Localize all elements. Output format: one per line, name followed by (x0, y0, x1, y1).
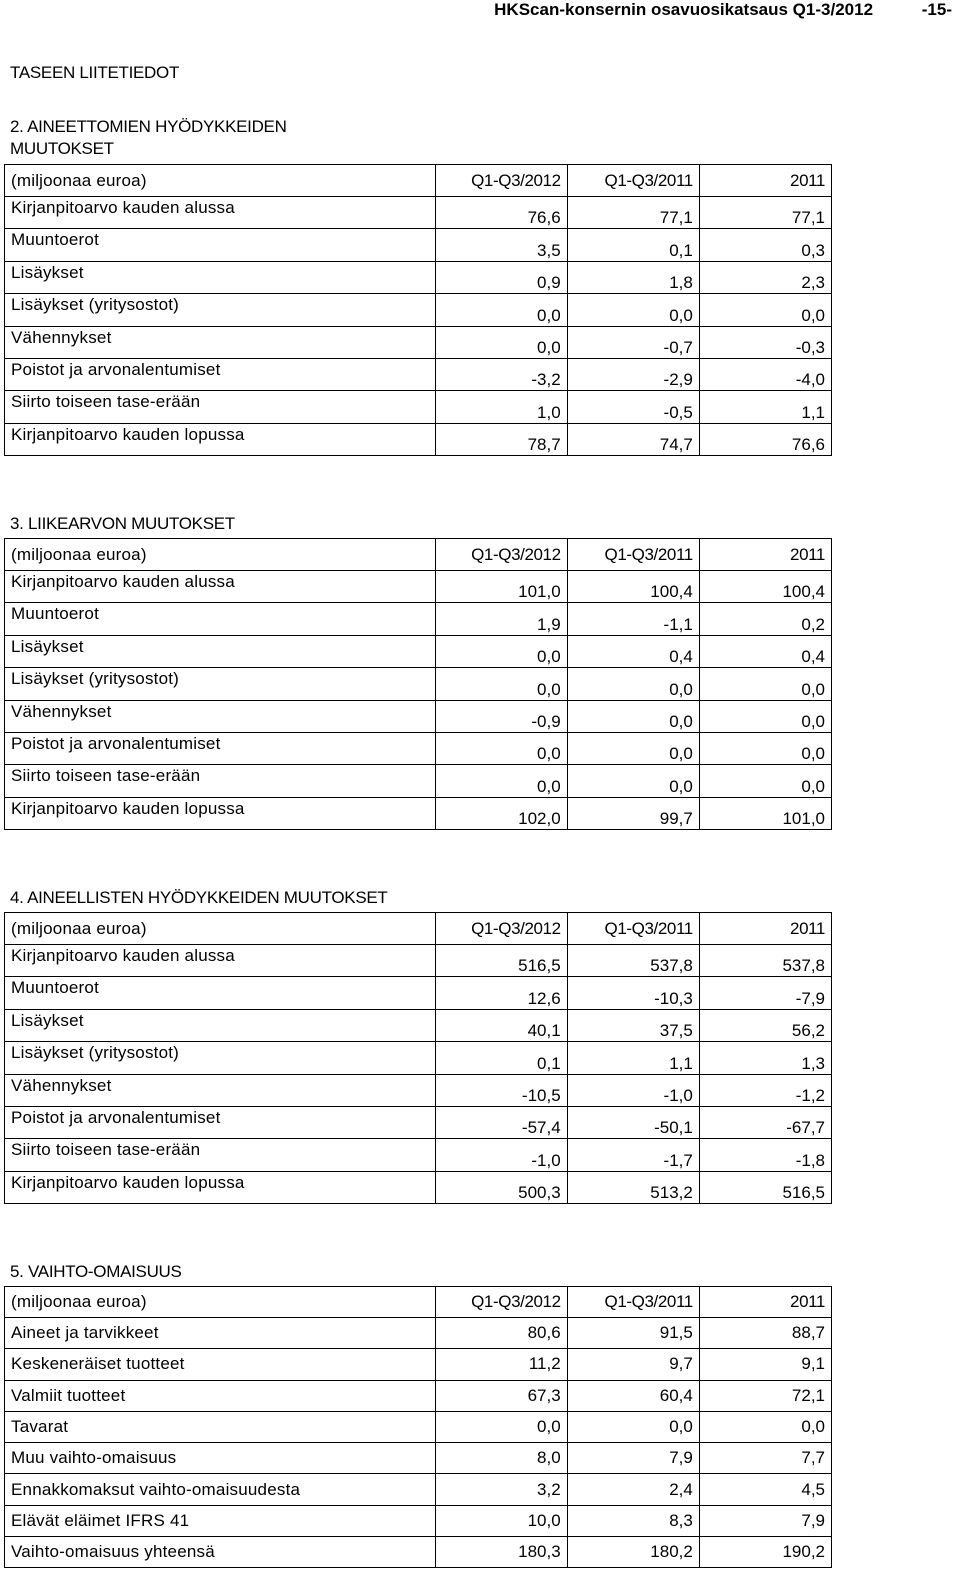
value-cell: 11,2 (435, 1349, 567, 1380)
value-cell: 0,0 (567, 668, 699, 700)
row-label: Lisäykset (5, 261, 436, 293)
value-cell: 0,1 (567, 229, 699, 261)
table-row (5, 261, 832, 293)
row-label: Lisäykset (5, 635, 436, 667)
table-row (5, 635, 832, 667)
value-cell: 0,0 (435, 326, 567, 358)
row-label: Muuntoerot (5, 229, 436, 261)
table-row (5, 229, 832, 261)
value-cell: 0,0 (699, 765, 831, 797)
table-row (5, 358, 832, 390)
value-cell: 0,0 (567, 1411, 699, 1442)
value-cell: 0,9 (435, 261, 567, 293)
value-cell: -50,1 (567, 1106, 699, 1138)
value-cell: 10,0 (435, 1505, 567, 1536)
goodwill-table (4, 538, 832, 830)
value-cell: 9,1 (699, 1349, 831, 1380)
value-cell: 0,2 (699, 603, 831, 635)
value-cell: 77,1 (567, 197, 699, 229)
value-cell: -1,2 (699, 1074, 831, 1106)
row-label: Kirjanpitoarvo kauden alussa (5, 571, 436, 603)
column-header-unit: (miljoonaa euroa) (5, 913, 436, 945)
value-cell: 0,0 (435, 635, 567, 667)
value-cell: 7,9 (699, 1505, 831, 1536)
table-row (5, 1474, 832, 1505)
value-cell: -3,2 (435, 358, 567, 390)
value-cell: 0,0 (435, 294, 567, 326)
table-row (5, 1505, 832, 1536)
row-label: Vähennykset (5, 1074, 436, 1106)
value-cell: 100,4 (699, 571, 831, 603)
value-cell: -10,3 (567, 977, 699, 1009)
value-cell: 516,5 (699, 1171, 831, 1203)
value-cell: -0,3 (699, 326, 831, 358)
value-cell: 0,0 (699, 294, 831, 326)
column-header-period: Q1-Q3/2012 (435, 1287, 567, 1318)
value-cell: 1,0 (435, 391, 567, 423)
value-cell: 80,6 (435, 1318, 567, 1349)
value-cell: 72,1 (699, 1380, 831, 1411)
value-cell: 3,5 (435, 229, 567, 261)
value-cell: 0,4 (699, 635, 831, 667)
value-cell: 0,0 (567, 700, 699, 732)
value-cell: -1,0 (567, 1074, 699, 1106)
value-cell: -1,0 (435, 1139, 567, 1171)
table-header-row (5, 1287, 832, 1318)
row-label: Vähennykset (5, 700, 436, 732)
table-row (5, 668, 832, 700)
table-row (5, 700, 832, 732)
row-label: Elävät eläimet IFRS 41 (5, 1505, 436, 1536)
value-cell: 1,8 (567, 261, 699, 293)
table-row (5, 1411, 832, 1442)
table-row (5, 1074, 832, 1106)
table-row (5, 1380, 832, 1411)
value-cell: 0,0 (699, 668, 831, 700)
row-label: Kirjanpitoarvo kauden alussa (5, 197, 436, 229)
value-cell: 180,3 (435, 1537, 567, 1568)
table-row (5, 945, 832, 977)
row-label: Kirjanpitoarvo kauden lopussa (5, 423, 436, 455)
value-cell: 0,3 (699, 229, 831, 261)
value-cell: -57,4 (435, 1106, 567, 1138)
page-header (494, 0, 952, 22)
row-label: Poistot ja arvonalentumiset (5, 358, 436, 390)
value-cell: 56,2 (699, 1009, 831, 1041)
value-cell: 0,0 (567, 294, 699, 326)
row-label: Valmiit tuotteet (5, 1380, 436, 1411)
value-cell: 1,1 (699, 391, 831, 423)
table-row (5, 571, 832, 603)
row-label: Vaihto-omaisuus yhteensä (5, 1537, 436, 1568)
row-label: Ennakkomaksut vaihto-omaisuudesta (5, 1474, 436, 1505)
value-cell: 101,0 (435, 571, 567, 603)
value-cell: 76,6 (699, 423, 831, 455)
value-cell: -4,0 (699, 358, 831, 390)
row-label: Lisäykset (5, 1009, 436, 1041)
row-label: Lisäykset (yritysostot) (5, 294, 436, 326)
value-cell: -7,9 (699, 977, 831, 1009)
column-header-period: Q1-Q3/2012 (435, 913, 567, 945)
table-row (5, 732, 832, 764)
table-row (5, 391, 832, 423)
value-cell: -2,9 (567, 358, 699, 390)
row-label: Muu vaihto-omaisuus (5, 1443, 436, 1474)
value-cell: 1,1 (567, 1042, 699, 1074)
table-row (5, 1443, 832, 1474)
value-cell: 40,1 (435, 1009, 567, 1041)
value-cell: 190,2 (699, 1537, 831, 1568)
table-row (5, 294, 832, 326)
value-cell: -0,5 (567, 391, 699, 423)
row-label: Muuntoerot (5, 603, 436, 635)
row-label: Poistot ja arvonalentumiset (5, 1106, 436, 1138)
value-cell: 0,0 (435, 765, 567, 797)
value-cell: 74,7 (567, 423, 699, 455)
column-header-period: 2011 (699, 165, 831, 197)
value-cell: 99,7 (567, 797, 699, 829)
value-cell: 12,6 (435, 977, 567, 1009)
table-row (5, 765, 832, 797)
row-label: Kirjanpitoarvo kauden lopussa (5, 797, 436, 829)
value-cell: 0,0 (435, 1411, 567, 1442)
table-row (5, 423, 832, 455)
section4-title: 4. AINEELLISTEN HYÖDYKKEIDEN MUUTOKSET (10, 888, 388, 907)
value-cell: 100,4 (567, 571, 699, 603)
table-row (5, 1171, 832, 1203)
section3-title: 3. LIIKEARVON MUUTOKSET (10, 514, 235, 533)
value-cell: 101,0 (699, 797, 831, 829)
report-title: HKScan-konsernin osavuosikatsaus Q1-3/2012 (494, 0, 874, 19)
column-header-period: 2011 (699, 1287, 831, 1318)
value-cell: 76,6 (435, 197, 567, 229)
column-header-unit: (miljoonaa euroa) (5, 1287, 436, 1318)
value-cell: 8,3 (567, 1505, 699, 1536)
value-cell: 0,0 (699, 700, 831, 732)
value-cell: 67,3 (435, 1380, 567, 1411)
value-cell: -10,5 (435, 1074, 567, 1106)
table-row (5, 1537, 832, 1568)
value-cell: -1,1 (567, 603, 699, 635)
row-label: Kirjanpitoarvo kauden lopussa (5, 1171, 436, 1203)
value-cell: 0,0 (435, 668, 567, 700)
value-cell: 77,1 (699, 197, 831, 229)
table-header-row (5, 165, 832, 197)
tangible-assets-table (4, 912, 832, 1204)
value-cell: 180,2 (567, 1537, 699, 1568)
table-row (5, 197, 832, 229)
value-cell: 500,3 (435, 1171, 567, 1203)
value-cell: 1,3 (699, 1042, 831, 1074)
row-label: Keskeneräiset tuotteet (5, 1349, 436, 1380)
table-row (5, 1349, 832, 1380)
section2-title-line1: 2. AINEETTOMIEN HYÖDYKKEIDEN (10, 117, 287, 136)
table-row (5, 326, 832, 358)
table-row (5, 1106, 832, 1138)
inventories-table (4, 1286, 832, 1568)
value-cell: 0,0 (699, 732, 831, 764)
value-cell: 0,0 (567, 732, 699, 764)
value-cell: 60,4 (567, 1380, 699, 1411)
row-label: Lisäykset (yritysostot) (5, 1042, 436, 1074)
column-header-period: Q1-Q3/2011 (567, 539, 699, 571)
section2-title-line2: MUUTOKSET (10, 139, 114, 158)
value-cell: 7,7 (699, 1443, 831, 1474)
value-cell: 537,8 (699, 945, 831, 977)
value-cell: 7,9 (567, 1443, 699, 1474)
table-row (5, 1318, 832, 1349)
value-cell: 1,9 (435, 603, 567, 635)
value-cell: 102,0 (435, 797, 567, 829)
value-cell: 88,7 (699, 1318, 831, 1349)
column-header-period: 2011 (699, 539, 831, 571)
value-cell: 8,0 (435, 1443, 567, 1474)
row-label: Poistot ja arvonalentumiset (5, 732, 436, 764)
row-label: Siirto toiseen tase-erään (5, 765, 436, 797)
value-cell: 9,7 (567, 1349, 699, 1380)
column-header-unit: (miljoonaa euroa) (5, 539, 436, 571)
row-label: Tavarat (5, 1411, 436, 1442)
value-cell: -0,9 (435, 700, 567, 732)
row-label: Muuntoerot (5, 977, 436, 1009)
row-label: Aineet ja tarvikkeet (5, 1318, 436, 1349)
document-title: TASEEN LIITETIEDOT (10, 63, 180, 82)
value-cell: 2,4 (567, 1474, 699, 1505)
value-cell: 513,2 (567, 1171, 699, 1203)
column-header-period: Q1-Q3/2012 (435, 539, 567, 571)
page-number: -15- (921, 0, 952, 19)
value-cell: 0,0 (435, 732, 567, 764)
table-row (5, 603, 832, 635)
row-label: Lisäykset (yritysostot) (5, 668, 436, 700)
column-header-period: Q1-Q3/2011 (567, 913, 699, 945)
value-cell: 4,5 (699, 1474, 831, 1505)
value-cell: 516,5 (435, 945, 567, 977)
table-row (5, 797, 832, 829)
column-header-period: 2011 (699, 913, 831, 945)
row-label: Vähennykset (5, 326, 436, 358)
column-header-unit: (miljoonaa euroa) (5, 165, 436, 197)
table-header-row (5, 539, 832, 571)
value-cell: 0,0 (567, 765, 699, 797)
table-row (5, 1042, 832, 1074)
column-header-period: Q1-Q3/2011 (567, 1287, 699, 1318)
value-cell: -67,7 (699, 1106, 831, 1138)
table-row (5, 977, 832, 1009)
value-cell: 0,0 (699, 1411, 831, 1442)
value-cell: -1,7 (567, 1139, 699, 1171)
row-label: Siirto toiseen tase-erään (5, 391, 436, 423)
value-cell: 37,5 (567, 1009, 699, 1041)
value-cell: 78,7 (435, 423, 567, 455)
column-header-period: Q1-Q3/2012 (435, 165, 567, 197)
row-label: Kirjanpitoarvo kauden alussa (5, 945, 436, 977)
value-cell: 2,3 (699, 261, 831, 293)
value-cell: -0,7 (567, 326, 699, 358)
column-header-period: Q1-Q3/2011 (567, 165, 699, 197)
value-cell: 91,5 (567, 1318, 699, 1349)
value-cell: 537,8 (567, 945, 699, 977)
value-cell: -1,8 (699, 1139, 831, 1171)
section5-title: 5. VAIHTO-OMAISUUS (10, 1262, 182, 1281)
value-cell: 0,4 (567, 635, 699, 667)
intangible-assets-table (4, 164, 832, 456)
row-label: Siirto toiseen tase-erään (5, 1139, 436, 1171)
table-row (5, 1139, 832, 1171)
value-cell: 0,1 (435, 1042, 567, 1074)
table-row (5, 1009, 832, 1041)
table-header-row (5, 913, 832, 945)
value-cell: 3,2 (435, 1474, 567, 1505)
